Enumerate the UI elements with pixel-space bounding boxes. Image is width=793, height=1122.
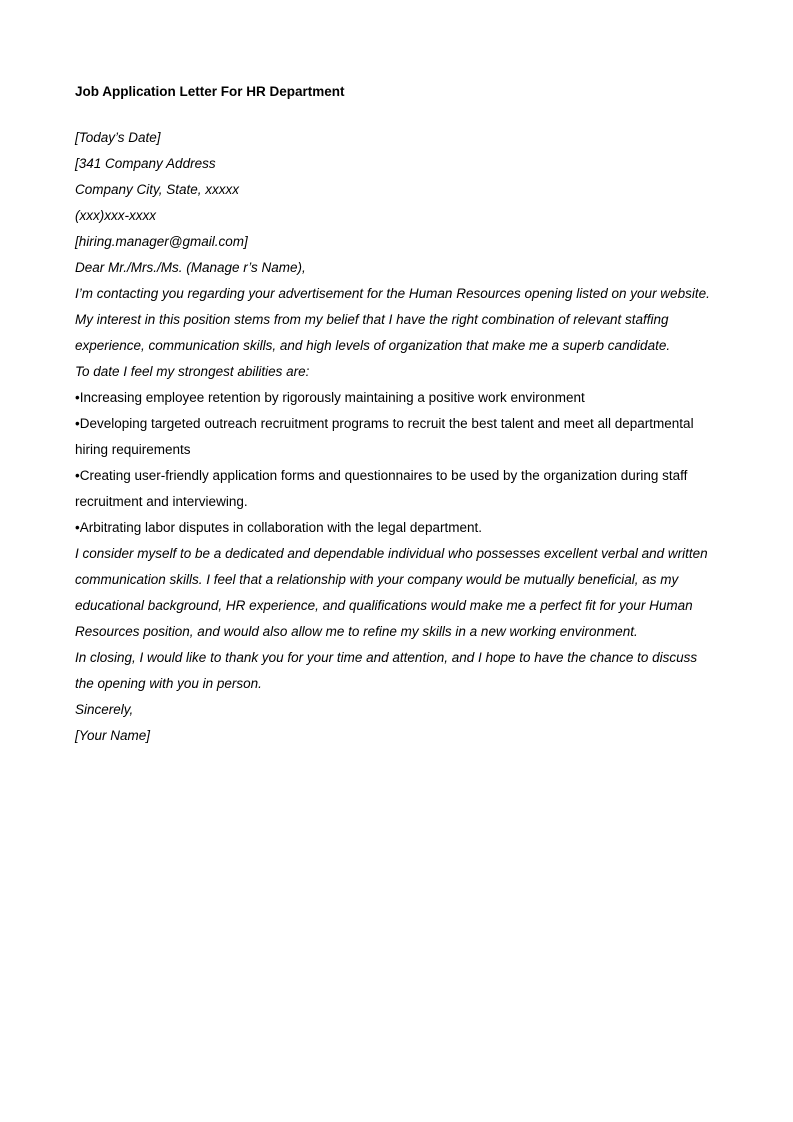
letter-body (75, 125, 711, 749)
paragraph-line: (xxx)xxx-xxxx (75, 208, 156, 223)
paragraph-line: In closing, I would like to thank you for your time and attention, and I hope to have the chance to discuss the opening with you in person. (75, 650, 698, 691)
bullet-item: •Developing targeted outreach recruitment programs to recruit the best talent and meet all departmental hiring requirements (75, 416, 694, 457)
paragraph-line: [Your Name] (75, 728, 151, 743)
bullet-item: •Arbitrating labor disputes in collaboration with the legal department. (75, 520, 482, 535)
paragraph-line: My interest in this position stems from my belief that I have the right combination of relevant staffing experience, communication skills, and high levels of organization that make me a superb candidate. (75, 312, 671, 353)
paragraph-line: Dear Mr./Mrs./Ms. (Manage r’s Name), (75, 260, 306, 275)
letter-title: Job Application Letter For HR Department (75, 84, 345, 99)
paragraph-line: [hiring.manager@gmail.com] (75, 234, 248, 249)
paragraph-line: [341 Company Address (75, 156, 216, 171)
paragraph-line: To date I feel my strongest abilities are: (75, 364, 310, 379)
bullet-icon: • (75, 520, 80, 535)
paragraph-line: I’m contacting you regarding your advertisement for the Human Resources opening listed on your website. (75, 286, 710, 301)
paragraph-line: Company City, State, xxxxx (75, 182, 240, 197)
paragraph-line: [Today’s Date] (75, 130, 161, 145)
bullet-item: •Increasing employee retention by rigorously maintaining a positive work environment (75, 390, 585, 405)
bullet-item: •Creating user-friendly application forms and questionnaires to be used by the organization during staff recruitment and interviewing. (75, 468, 688, 509)
bullet-icon: • (75, 468, 80, 483)
bullet-icon: • (75, 416, 80, 431)
bullet-icon: • (75, 390, 80, 405)
paragraph-line: I consider myself to be a dedicated and dependable individual who possesses excellent verbal and written communication skills. I feel that a relationship with your company would be mutually beneficial, as my educational background, HR experience, and qualifications would make me a perfect fit for your Human Resources position, and would also allow me to refine my skills in a new working environment. (75, 546, 708, 639)
paragraph-line: Sincerely, (75, 702, 134, 717)
